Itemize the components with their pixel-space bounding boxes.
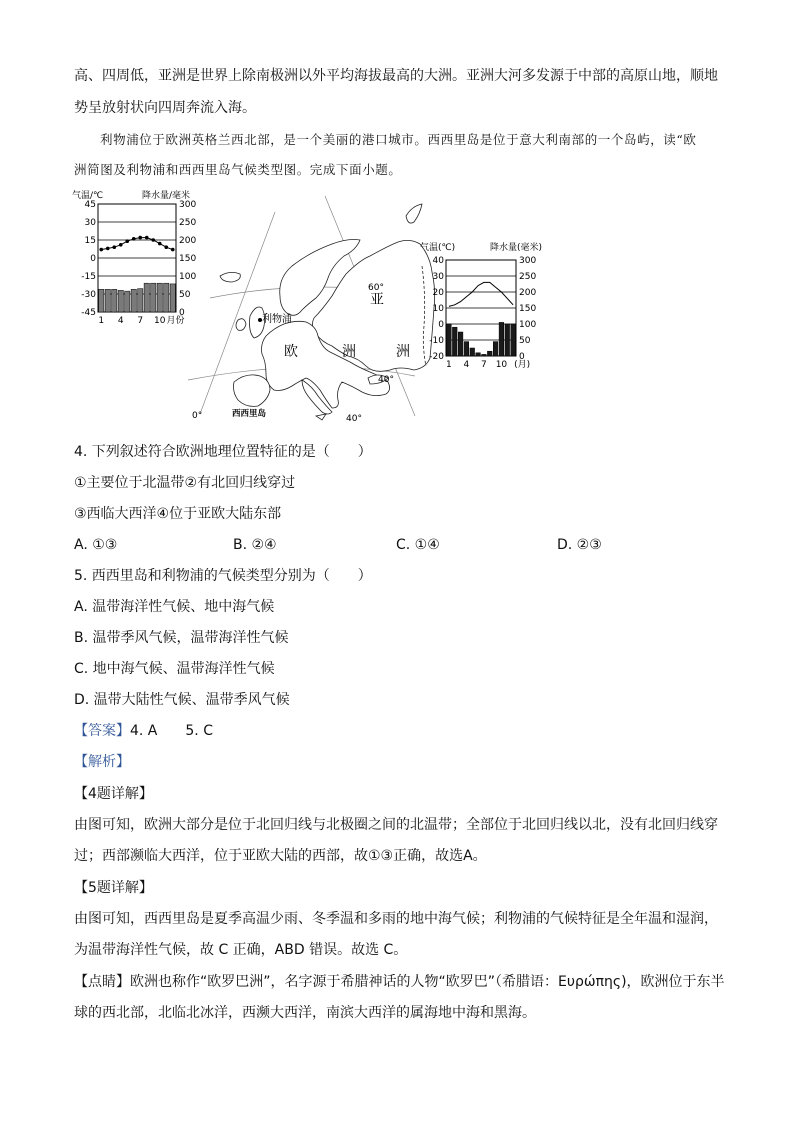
tip-line-1 <box>74 972 725 992</box>
left-precip-bar <box>138 289 143 312</box>
answer-line <box>74 721 213 741</box>
left-precip-axis-label: 降水量/毫米 <box>142 191 191 201</box>
map-label-asia-zhou: 洲 <box>396 344 410 360</box>
left-precip-bar <box>105 289 110 312</box>
right-temp-tick: 30 <box>432 272 444 282</box>
left-precip-tick: 0 <box>179 308 185 318</box>
liverpool-climate-chart <box>72 189 196 326</box>
q4-option-b: B. ②④ <box>233 537 277 553</box>
left-temp-curve <box>99 236 174 252</box>
right-x-unit: (月) <box>514 360 531 370</box>
map-label-sicily: 西西里岛 <box>232 409 267 419</box>
left-temp-polyline <box>101 238 173 250</box>
lon-40-label: 40° <box>346 414 362 422</box>
detail5-line-1: 由图可知，西西里岛是夏季高温少雨、冬季温和多雨的地中海气候；利物浦的气候特征是全年温和湿润， <box>74 911 718 927</box>
left-x-unit: 月份 <box>166 316 185 326</box>
right-precip-tick: 250 <box>519 272 537 282</box>
left-temp-tick: 0 <box>90 254 96 264</box>
q4-line-2: ③西临大西洋④位于亚欧大陆东部 <box>74 506 282 522</box>
left-precip-tick: 300 <box>179 200 197 210</box>
left-temp-point <box>132 237 136 241</box>
lat-60-label: 60° <box>368 283 384 293</box>
left-temp-tick: 30 <box>84 218 96 228</box>
left-precip-tick: 100 <box>179 272 197 282</box>
left-temp-point <box>99 248 103 252</box>
right-precip-tick: 0 <box>519 352 525 362</box>
right-temp-curve <box>449 282 513 306</box>
left-temp-point <box>164 245 168 249</box>
q5-stem: 5. 西西里岛和利物浦的气候类型分别为（ ） <box>74 568 372 584</box>
right-temp-tick: 10 <box>432 304 444 314</box>
right-precip-axis-label: 降水量(毫米) <box>490 243 543 253</box>
detail5-tag: 【5题详解】 <box>74 880 153 896</box>
answer-text: 4. A 5. C <box>130 723 213 739</box>
left-precip-tick: 250 <box>179 218 197 228</box>
right-precip-tick: 150 <box>519 304 537 314</box>
left-temp-point <box>171 248 175 252</box>
right-temp-axis-label: 气温(℃) <box>420 243 456 253</box>
right-precip-bar <box>511 324 516 356</box>
q4-option-a: A. ①③ <box>74 537 118 553</box>
left-temp-tick: -30 <box>81 290 96 300</box>
material-line-2: 洲简图及利物浦和西西里岛气候类型图。完成下面小题。 <box>74 162 402 177</box>
right-precip-bar <box>458 332 463 356</box>
left-precip-bar <box>157 283 162 312</box>
iberia-outline <box>234 375 271 407</box>
right-temp-tick: 0 <box>438 320 444 330</box>
tip-tag: 【点睛】 <box>74 974 130 990</box>
right-precip-tick: 50 <box>519 336 531 346</box>
left-precip-tick: 150 <box>179 254 197 264</box>
right-precip-bar <box>452 327 457 356</box>
right-precip-bar <box>447 324 452 356</box>
right-precip-bars <box>447 322 516 356</box>
left-temp-tick: 15 <box>84 236 96 246</box>
left-temp-tick: -45 <box>81 308 96 318</box>
left-precip-bar <box>170 284 175 312</box>
q4-option-d: D. ②③ <box>557 537 602 553</box>
detail4-line-1: 由图可知，欧洲大部分是位于北回归线与北极圈之间的北温带；全部位于北回归线以北，没有北回归线穿 <box>74 817 718 833</box>
right-temp-tick: -20 <box>429 352 444 362</box>
detail5-line-2: 为温带海洋性气候，故 C 正确，ABD 错误。故选 C。 <box>74 942 408 958</box>
right-precip-tick: 300 <box>519 256 537 266</box>
right-precip-tick: 100 <box>519 320 537 330</box>
left-precip-tick: 50 <box>179 290 191 300</box>
q5-option-c: C. 地中海气候、温带海洋性气候 <box>74 661 275 677</box>
left-precip-bar <box>118 290 123 312</box>
left-precip-bar <box>99 289 104 312</box>
left-x-tick: 10 <box>154 316 166 326</box>
tip-line-2: 球的西北部，北临北冰洋，西濒大西洋，南滨大西洋的属海地中海和黑海。 <box>74 1005 536 1021</box>
left-precip-bars <box>99 283 176 312</box>
map-label-liverpool: 利物浦 <box>262 314 292 325</box>
left-temp-tick: -15 <box>81 272 96 282</box>
right-precip-tick: 200 <box>519 288 537 298</box>
lat-40-label: 40° <box>378 375 394 385</box>
right-x-tick: 1 <box>446 360 452 370</box>
q4-stem: 4. 下列叙述符合欧洲地理位置特征的是（ ） <box>74 444 372 460</box>
analysis-tag: 【解析】 <box>74 754 130 770</box>
europe-map <box>188 196 435 420</box>
q5-option-a: A. 温带海洋性气候、地中海气候 <box>74 599 275 615</box>
left-temp-point <box>112 245 116 249</box>
left-precip-bar <box>144 283 149 312</box>
right-precip-bar <box>476 353 481 356</box>
detail4-line-2: 过；西部濒临大西洋，位于亚欧大陆的西部，故①③正确，故选A。 <box>74 848 487 864</box>
left-temp-point <box>106 247 110 251</box>
right-precip-bar <box>505 324 510 356</box>
ireland-outline <box>236 319 246 331</box>
right-precip-bar <box>464 342 469 356</box>
right-temp-tick: 20 <box>432 288 444 298</box>
answer-tag: 【答案】 <box>74 723 130 739</box>
material-line-1: 利物浦位于欧洲英格兰西北部，是一个美丽的港口城市。西西里岛是位于意大利南部的一个岛屿，读“欧 <box>100 132 697 147</box>
sicily-chart-svg <box>418 240 543 375</box>
right-temp-tick: -10 <box>429 336 444 346</box>
detail4-tag: 【4题详解】 <box>74 786 153 802</box>
left-precip-bar <box>151 283 156 312</box>
left-temp-point <box>151 238 155 242</box>
right-temp-polyline <box>449 282 513 306</box>
map-label-ou: 欧 <box>284 344 298 360</box>
right-precip-bar <box>470 348 475 356</box>
iceland-outline <box>220 272 240 282</box>
lon-0-label: 0° <box>192 411 203 421</box>
sicily-climate-chart <box>418 240 543 375</box>
map-label-ya: 亚 <box>370 292 384 308</box>
left-temp-point <box>119 243 123 247</box>
left-precip-bar <box>164 283 169 312</box>
left-x-tick: 1 <box>98 316 105 326</box>
left-temp-point <box>138 236 142 240</box>
q4-option-c: C. ①④ <box>396 537 440 553</box>
right-x-tick: 7 <box>481 360 487 370</box>
right-x-tick: 10 <box>495 360 508 370</box>
left-temp-point <box>145 236 149 240</box>
intro-line-1: 高、四周低，亚洲是世界上除南极洲以外平均海拔最高的大洲。亚洲大河多发源于中部的高原山地，顺地 <box>74 68 718 84</box>
map-label-zhou: 洲 <box>342 344 356 360</box>
left-temp-point <box>158 242 162 246</box>
intro-line-2: 势呈放射状向四周奔流入海。 <box>74 100 256 116</box>
left-precip-bar <box>112 289 117 312</box>
right-x-tick: 4 <box>463 360 470 370</box>
q4-line-1: ①主要位于北温带②有北回归线穿过 <box>74 475 296 491</box>
q5-option-b: B. 温带季风气候，温带海洋性气候 <box>74 630 289 646</box>
left-temp-axis-label: 气温/℃ <box>72 191 104 201</box>
left-x-tick: 4 <box>117 316 124 326</box>
sicily-outline <box>316 414 326 420</box>
left-precip-bar <box>131 289 136 312</box>
left-precip-tick: 200 <box>179 236 197 246</box>
q5-option-d: D. 温带大陆性气候、温带季风气候 <box>74 692 290 708</box>
right-precip-bar <box>482 354 487 356</box>
novaya-zemlya-outline <box>406 204 422 223</box>
right-precip-bar <box>487 351 492 356</box>
left-temp-point <box>125 239 129 243</box>
left-temp-tick: 45 <box>84 200 96 210</box>
right-precip-bar <box>493 342 498 356</box>
tip-text-1: 欧洲也称作“欧罗巴洲”，名字源于希腊神话的人物“欧罗巴”（希腊语：Ευρώπης)，欧洲位于东半 <box>130 974 725 990</box>
left-x-tick: 7 <box>137 316 144 326</box>
right-temp-tick: 40 <box>432 256 444 266</box>
left-precip-bar <box>125 291 130 312</box>
right-precip-bar <box>499 322 504 356</box>
